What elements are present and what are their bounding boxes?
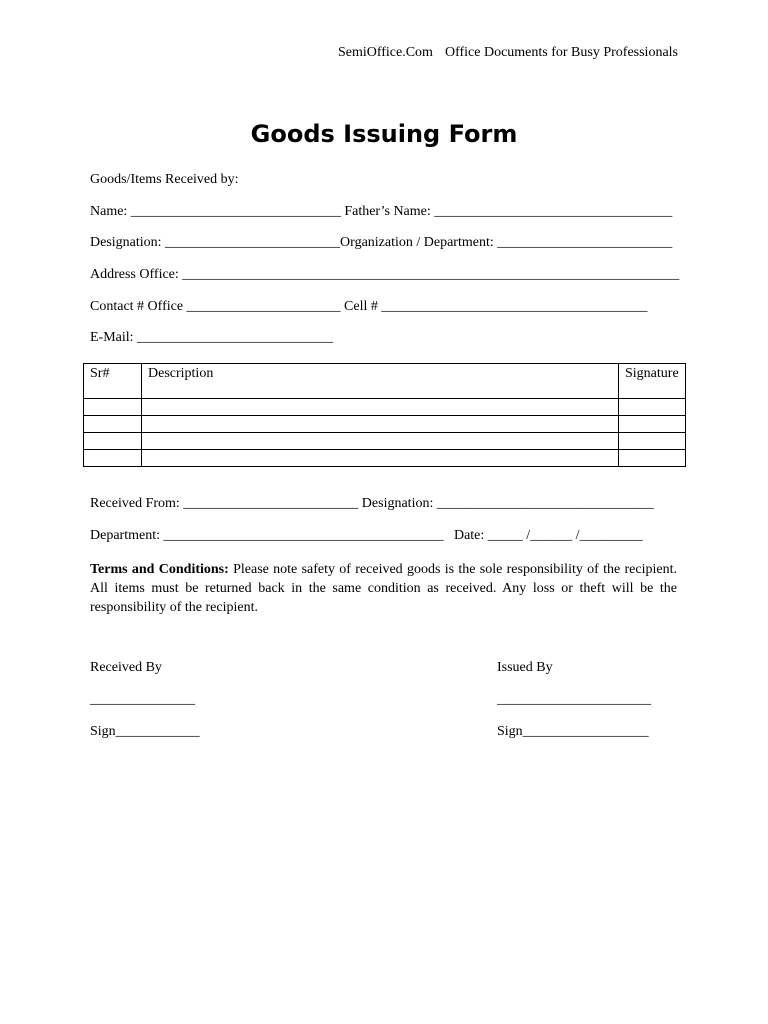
- table-row: [84, 399, 686, 416]
- received-by-heading: Goods/Items Received by:: [90, 172, 239, 187]
- received-by-sign: Sign____________: [90, 724, 200, 739]
- table-header-row: [84, 364, 686, 399]
- table-row: [84, 416, 686, 433]
- site-tagline: Office Documents for Busy Professionals: [444, 45, 678, 60]
- issued-by-sign: Sign__________________: [497, 724, 649, 739]
- terms-label: Terms and Conditions:: [90, 562, 229, 577]
- received-by-line: _______________: [90, 692, 195, 707]
- table-cell: [84, 450, 142, 467]
- address-field: Address Office: _______________________________________________________________________: [90, 267, 680, 282]
- table-cell: [142, 450, 619, 467]
- table-cell: [84, 416, 142, 433]
- table-cell: [619, 416, 686, 433]
- table-row: [84, 450, 686, 467]
- contact-field: Contact # Office ______________________ Cell # ______________________________________: [90, 299, 648, 314]
- table-cell: [84, 433, 142, 450]
- col-header-signature: Signature: [619, 364, 686, 399]
- received-by-label: Received By: [90, 660, 162, 675]
- table-cell: [619, 450, 686, 467]
- email-field: E-Mail: ____________________________: [90, 330, 334, 345]
- table-row: [84, 433, 686, 450]
- col-header-sr: Sr#: [84, 364, 142, 399]
- col-header-description: Description: [142, 364, 619, 399]
- table-cell: [142, 416, 619, 433]
- issued-by-line: ______________________: [497, 692, 651, 707]
- table-cell: [142, 399, 619, 416]
- table-cell: [142, 433, 619, 450]
- table-cell: [619, 433, 686, 450]
- name-field: Name: ______________________________ Father’s Name: __________________________________: [90, 204, 673, 219]
- page-header: [338, 45, 678, 61]
- form-title: Goods Issuing Form: [250, 120, 518, 148]
- department-date-field: Department: ________________________________________ Date: _____ /______ /_________: [90, 528, 643, 543]
- terms-text: Please note safety of received goods is the sole responsibility of the recipient. All items must be returned back in the same condition as received. Any loss or theft will be the responsibility of the recipient.: [90, 562, 677, 615]
- issued-by-label: Issued By: [497, 660, 553, 675]
- table-cell: [619, 399, 686, 416]
- items-table: [83, 363, 686, 467]
- received-from-field: Received From: _________________________ Designation: _______________________________: [90, 496, 654, 511]
- terms-and-conditions: [90, 560, 677, 617]
- table-cell: [84, 399, 142, 416]
- site-name: SemiOffice.Com: [337, 45, 433, 60]
- designation-field: Designation: _________________________Organization / Department: _________________________: [90, 235, 673, 250]
